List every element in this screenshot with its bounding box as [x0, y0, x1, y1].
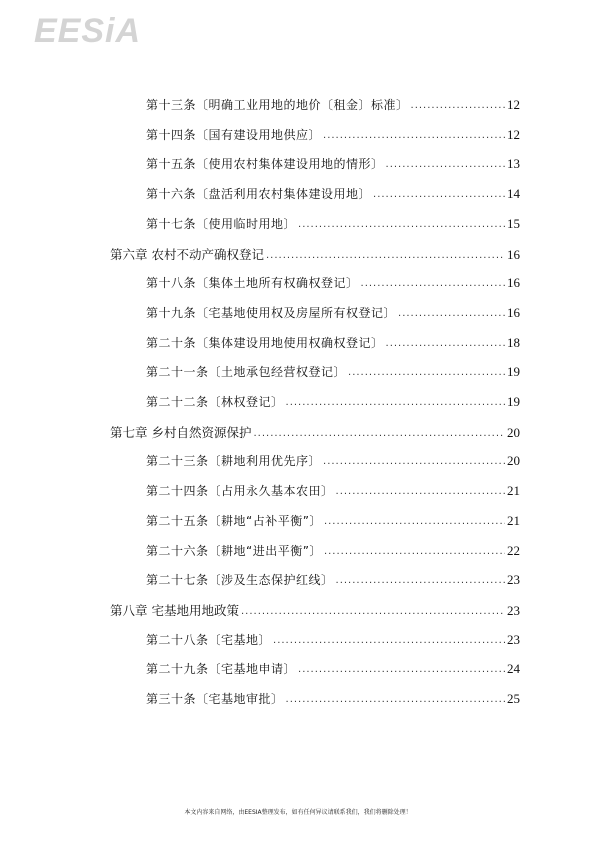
toc-entry-label: 第六章 农村不动产确权登记 — [110, 246, 264, 262]
toc-dot-leader — [411, 100, 505, 111]
toc-entry-label: 第二十五条〔耕地“占补平衡”〕 — [146, 513, 322, 528]
toc-chapter-entry[interactable] — [110, 245, 520, 263]
toc-dot-leader — [398, 308, 505, 319]
toc-dot-leader — [298, 664, 505, 675]
toc-dot-leader — [373, 189, 505, 200]
toc-dot-leader — [253, 428, 505, 439]
toc-article-entry[interactable] — [146, 482, 520, 499]
toc-page-number: 14 — [507, 186, 520, 202]
toc-page-number: 21 — [507, 483, 520, 499]
toc-entry-label: 第二十八条〔宅基地〕 — [146, 632, 272, 647]
toc-page-number: 16 — [507, 304, 520, 320]
toc-page-number: 25 — [507, 691, 520, 706]
toc-page-number: 23 — [507, 631, 520, 647]
toc-page-number: 19 — [507, 364, 520, 380]
toc-page-number: 22 — [507, 542, 520, 558]
toc-article-entry[interactable] — [146, 542, 520, 559]
toc-entry-label: 第七章 乡村自然资源保护 — [110, 424, 252, 440]
toc-dot-leader — [336, 575, 505, 586]
toc-dot-leader — [361, 278, 505, 289]
toc-page-number: 13 — [507, 156, 520, 172]
toc-entry-label: 第二十九条〔宅基地申请〕 — [146, 662, 297, 677]
toc-dot-leader — [323, 456, 505, 467]
toc-dot-leader — [324, 546, 505, 557]
toc-article-entry[interactable] — [146, 631, 520, 648]
toc-article-entry[interactable] — [146, 274, 520, 291]
toc-chapter-entry[interactable] — [110, 423, 520, 441]
toc-page-number: 23 — [507, 572, 520, 588]
toc-page-number: 15 — [507, 215, 520, 231]
toc-article-entry[interactable] — [146, 363, 520, 380]
toc-article-entry[interactable] — [146, 690, 520, 707]
toc-chapter-entry[interactable] — [110, 601, 520, 619]
toc-dot-leader — [336, 486, 505, 497]
eesia-logo: EESiA — [34, 12, 142, 50]
toc-article-entry[interactable] — [146, 452, 520, 469]
toc-dot-leader — [323, 130, 505, 141]
toc-entry-label: 第十三条〔明确工业用地的地价〔租金〕标准〕 — [146, 98, 409, 112]
toc-page-number: 18 — [507, 334, 520, 350]
toc-dot-leader — [286, 397, 505, 408]
toc-page-number: 20 — [507, 453, 520, 469]
toc-article-entry[interactable] — [146, 334, 520, 351]
toc-entry-label: 第二十条〔集体建设用地使用权确权登记〕 — [146, 335, 384, 350]
toc-article-entry[interactable] — [146, 393, 520, 410]
toc-entry-label: 第十九条〔宅基地使用权及房屋所有权登记〕 — [146, 305, 397, 320]
toc-entry-label: 第二十四条〔占用永久基本农田〕 — [146, 484, 334, 499]
toc-entry-label: 第十五条〔使用农村集体建设用地的情形〕 — [146, 157, 384, 172]
toc-dot-leader — [241, 606, 505, 617]
toc-entry-label: 第十七条〔使用临时用地〕 — [146, 216, 297, 231]
toc-page-number: 16 — [507, 275, 520, 291]
toc-article-entry[interactable] — [146, 185, 520, 202]
toc-page-number: 16 — [507, 246, 520, 262]
toc-entry-label: 第十六条〔盘活利用农村集体建设用地〕 — [146, 187, 372, 202]
page-footer-notice: 本文内容来自网络，由EESIA整理发布，如有任何异议请联系我们，我们将删除处理！ — [184, 809, 412, 816]
toc-dot-leader — [286, 694, 505, 705]
toc-article-entry[interactable] — [146, 512, 520, 529]
toc-entry-label: 第三十条〔宅基地审批〕 — [146, 692, 284, 706]
toc-entry-label: 第二十三条〔耕地利用优先序〕 — [146, 454, 322, 469]
toc-article-entry[interactable] — [146, 660, 520, 677]
toc-page-number: 21 — [507, 512, 520, 528]
toc-article-entry[interactable] — [146, 215, 520, 232]
toc-dot-leader — [386, 338, 505, 349]
toc-entry-label: 第二十一条〔土地承包经营权登记〕 — [146, 365, 347, 380]
toc-entry-label: 第十四条〔国有建设用地供应〕 — [146, 127, 322, 142]
toc-page-number: 24 — [507, 661, 520, 677]
toc-entry-label: 第二十七条〔涉及生态保护红线〕 — [146, 573, 334, 588]
toc-article-entry[interactable] — [146, 96, 520, 113]
toc-article-entry[interactable] — [146, 304, 520, 321]
toc-page-number: 12 — [507, 97, 520, 112]
toc-entry-label: 第二十六条〔耕地“进出平衡”〕 — [146, 543, 322, 558]
toc-dot-leader — [298, 219, 505, 230]
toc-entry-label: 第八章 宅基地用地政策 — [110, 602, 239, 618]
toc-article-entry[interactable] — [146, 126, 520, 143]
toc-article-entry[interactable] — [146, 155, 520, 172]
toc-entry-label: 第二十二条〔林权登记〕 — [146, 395, 284, 409]
toc-page-number: 12 — [507, 126, 520, 142]
toc-dot-leader — [266, 250, 505, 261]
toc-page-number: 23 — [507, 602, 520, 618]
toc-dot-leader — [273, 635, 505, 646]
toc-article-entry[interactable] — [146, 571, 520, 588]
toc-page-number: 19 — [507, 394, 520, 409]
toc-dot-leader — [348, 367, 505, 378]
toc-entry-label: 第十八条〔集体土地所有权确权登记〕 — [146, 276, 359, 291]
toc-page-number: 20 — [507, 424, 520, 440]
toc-dot-leader — [386, 159, 505, 170]
toc-dot-leader — [324, 516, 505, 527]
